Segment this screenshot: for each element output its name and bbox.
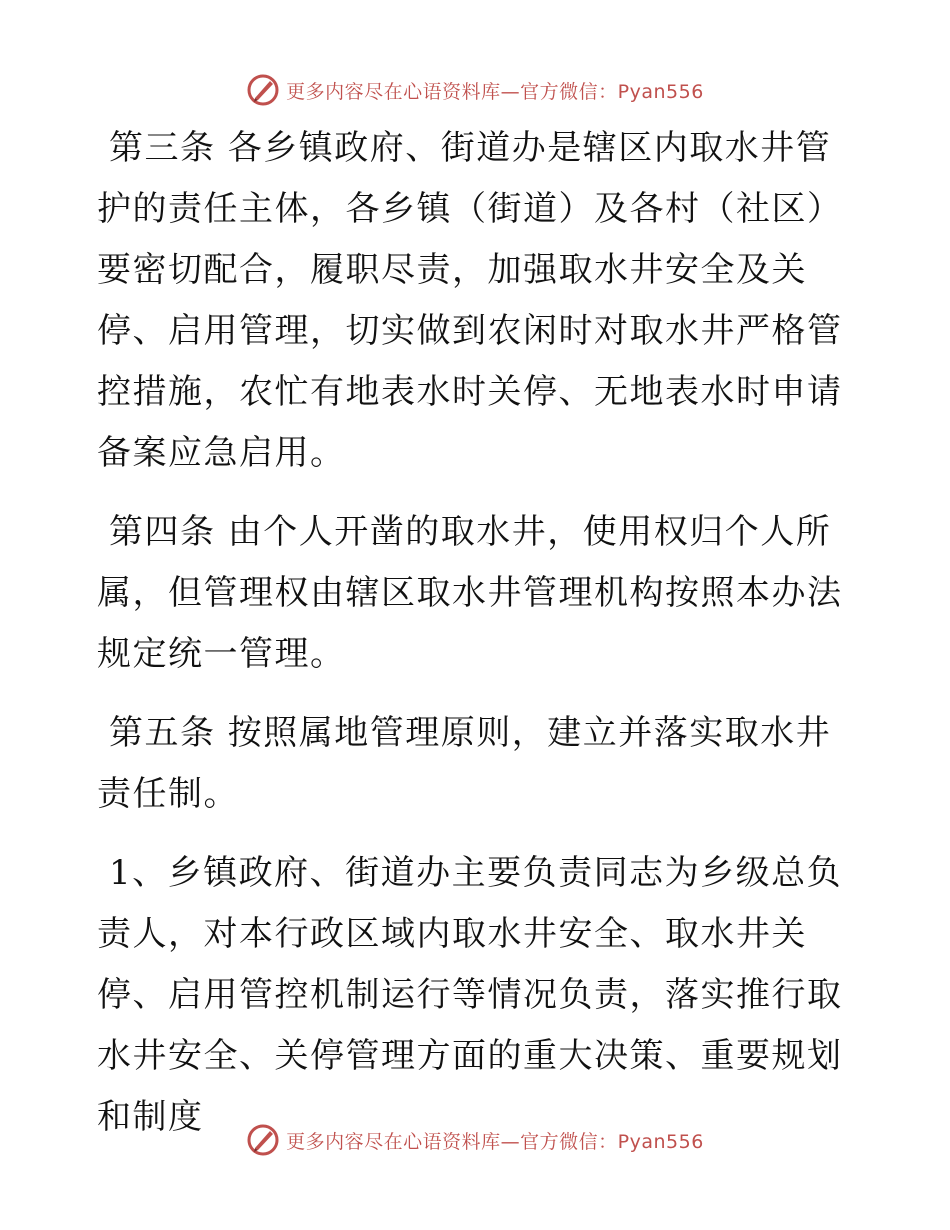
watermark-account: Pyan556	[617, 1130, 704, 1153]
paragraph-article-3: 第三条 各乡镇政府、街道办是辖区内取水井管护的责任主体，各乡镇（街道）及各村（社区）要密切配合，履职尽责，加强取水井安全及关停、启用管理，切实做到农闲时对取水井严格管控措施，农忙有地表水时关停、无地表水时申请备案应急启用。	[97, 128, 843, 473]
watermark-header	[0, 72, 950, 108]
paragraph-article-4: 第四条 由个人开凿的取水井，使用权归个人所属，但管理权由辖区取水井管理机构按照本办法规定统一管理。	[97, 512, 843, 674]
watermark-text: 更多内容尽在心语资料库—官方微信：Pyan556	[286, 80, 704, 103]
watermark-footer	[0, 1122, 950, 1158]
paragraph-item-1: 1、乡镇政府、街道办主要负责同志为乡级总负责人，对本行政区域内取水井安全、取水井关停、启用管控机制运行等情况负责，落实推行取水井安全、关停管理方面的重大决策、重要规划和制度	[97, 853, 843, 1137]
watermark-text: 更多内容尽在心语资料库—官方微信：Pyan556	[286, 1130, 704, 1153]
document-body	[97, 118, 857, 1166]
paragraph-article-5: 第五条 按照属地管理原则，建立并落实取水井责任制。	[97, 713, 832, 814]
quill-logo-icon	[246, 1123, 280, 1157]
quill-logo-icon	[246, 73, 280, 107]
watermark-account: Pyan556	[617, 80, 704, 103]
